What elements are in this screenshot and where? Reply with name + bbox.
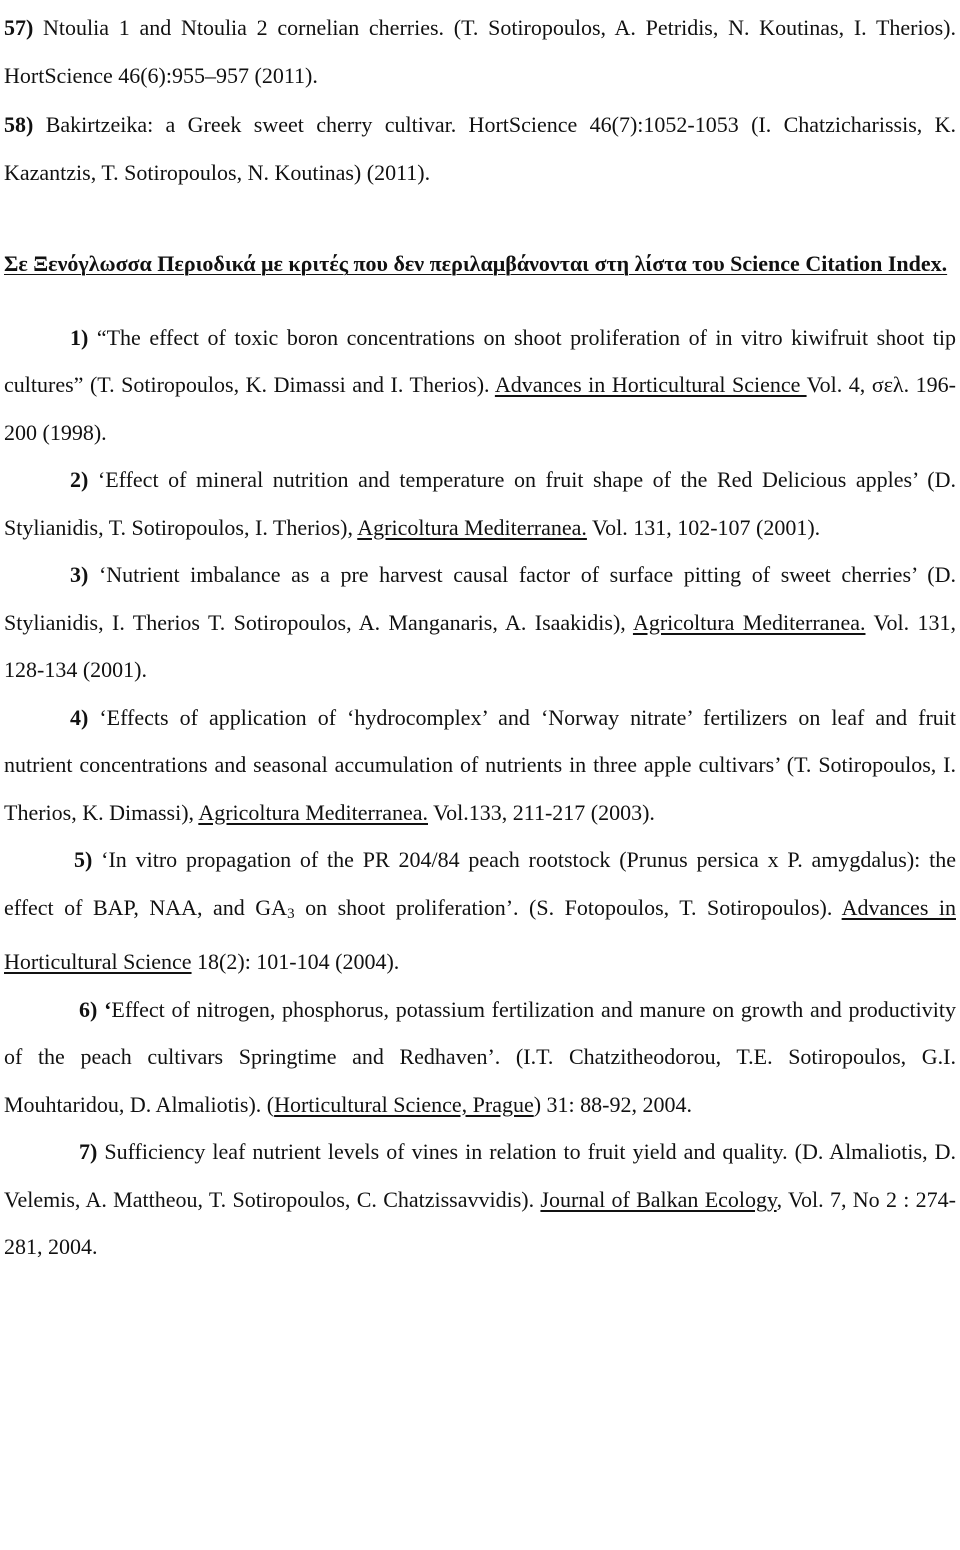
item-text: ‘Effect of mineral nutrition and temperature on fruit shape of the Red Delicious apples’ (D. Stylianidis, T. Sotiropoulos, I. Therios), [4, 467, 956, 540]
item-text: Sufficiency leaf nutrient levels of vines in relation to fruit yield and quality. (D. Almaliotis, D. Velemis, A. Mattheou, T. Sotiropoulos, C. Chatzissavvidis). [4, 1139, 956, 1212]
reference-item-5 [4, 836, 956, 986]
item-citation: Vol.133, 211-217 (2003). [428, 799, 655, 825]
item-number: 6) [79, 996, 98, 1022]
item-text: “The effect of toxic boron concentrations on shoot proliferation of in vitro kiwifruit shoot tip cultures” (T. Sotiropoulos, K. Dimassi and I. Therios). [4, 324, 957, 397]
reference-item-7 [4, 1128, 956, 1271]
item-number: 2) [70, 467, 89, 492]
item-citation: 18(2): 101-104 (2004). [191, 949, 400, 974]
journal-name: Agricoltura Mediterranea. [198, 799, 428, 825]
entry-text: Bakirtzeika: a Greek sweet cherry cultivar. HortScience 46(7):1052-1053 (I. Chatzicharissis, K. Kazantzis, T. Sotiropoulos, N. Koutinas) (2011). [4, 112, 957, 185]
journal-name: Advances in Horticultural Science [494, 372, 807, 397]
journal-name: Horticultural Science, Prague [274, 1091, 534, 1117]
journal-name: Advances in Horticultural Science [4, 894, 956, 974]
reference-item-4 [4, 694, 956, 837]
item-citation: Vol. 131, 128-134 (2001). [4, 609, 956, 682]
reference-item-1 [4, 314, 956, 457]
item-text: ‘Effects of application of ‘hydrocomplex’ and ‘Norway nitrate’ fertilizers on leaf and fruit nutrient concentrations and seasonal accumulation of nutrients in three apple cultivars’ (T. Sotiropoulos, I. Therios, K. Dimassi), [4, 704, 957, 825]
item-text: ‘In vitro propagation of the PR 204/84 peach rootstock (Prunus persica x P. amygdalus): the effect of BAP, NAA, and GA [4, 847, 956, 920]
reference-item-3 [4, 551, 956, 694]
entry-number: 58) [4, 112, 34, 137]
item-text: Effect of nitrogen, phosphorus, potassium fertilization and manure on growth and productivity of the peach cultivars Springtime and Redhaven’. (I.T. Chatzitheodorou, T.E. Sotiropoulos, G.I. Mouhtaridou, D. Almaliotis). ( [4, 996, 957, 1117]
item-citation: ) 31: 88-92, 2004. [533, 1091, 692, 1117]
item-text: ‘Nutrient imbalance as a pre harvest causal factor of surface pitting of sweet cherries’ (D. Stylianidis, I. Therios T. Sotiropoulos, A. Manganaris, A. Isaakidis), [4, 562, 957, 635]
item-number: 7) [79, 1139, 98, 1164]
journal-name: Agricoltura Mediterranea. [357, 514, 587, 540]
item-number: 3) [70, 562, 89, 587]
reference-item-2 [4, 456, 956, 551]
reference-entry-58 [4, 101, 956, 196]
entry-text: Ntoulia 1 and Ntoulia 2 cornelian cherries. (T. Sotiropoulos, A. Petridis, N. Koutinas, I. Therios). HortScience 46(6):955–957 (2011). [4, 15, 957, 88]
item-citation: Vol. 4, σελ. 196-200 (1998). [4, 372, 956, 445]
item-citation: , Vol. 7, No 2 : 274-281, 2004. [4, 1186, 956, 1259]
subscript: 3 [287, 905, 295, 922]
item-citation: Vol. 131, 102-107 (2001). [586, 514, 821, 540]
reference-entry-57 [4, 4, 956, 99]
journal-name: Agricoltura Mediterranea. [632, 609, 866, 635]
entry-number: 57) [4, 15, 34, 40]
item-number: 1) [70, 324, 89, 350]
item-lead-quote: ‘ [104, 996, 112, 1022]
item-number: 4) [70, 704, 89, 730]
section-heading-text: Σε Ξενόγλωσσα Περιοδικά με κριτές που δεν περιλαμβάνονται στη λίστα του Science Citation Index. [4, 251, 948, 276]
reference-item-6 [4, 986, 956, 1129]
journal-name: Journal of Balkan Ecology [540, 1186, 777, 1212]
item-number: 5) [74, 847, 93, 872]
item-text-cont: on shoot proliferation’. (S. Fotopoulos, T. Sotiropoulos). [294, 894, 842, 920]
section-heading [4, 240, 956, 288]
